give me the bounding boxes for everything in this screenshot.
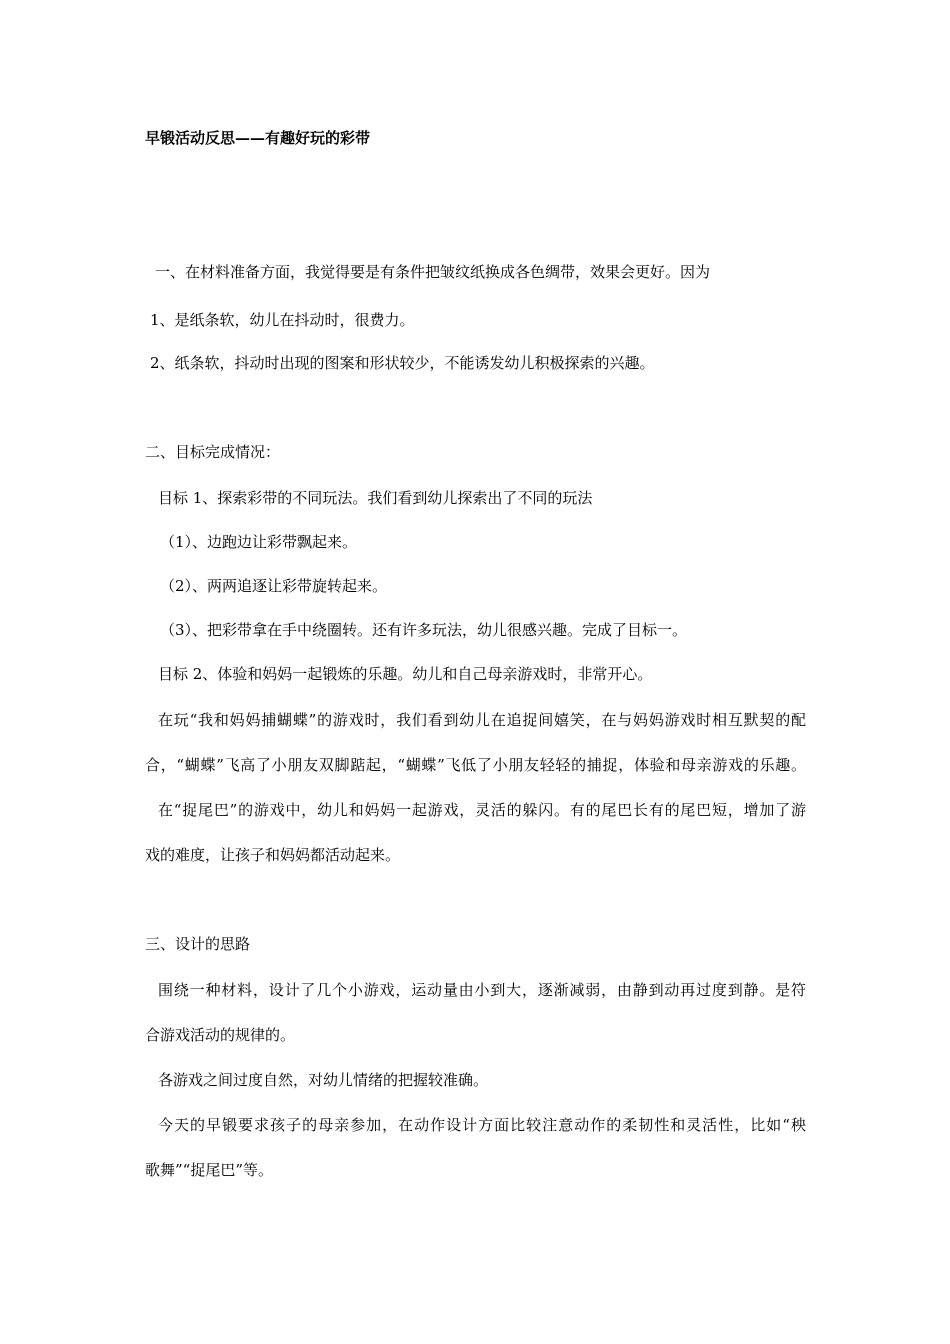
paragraph-line: 2、纸条软，抖动时出现的图案和形状较少，不能诱发幼儿积极探索的兴趣。 (150, 354, 655, 372)
paragraph-line: 今天的早锻要求孩子的母亲参加，在动作设计方面比较注意动作的柔韧性和灵活性，比如“秧 (158, 1116, 806, 1134)
paragraph-line: 合，“蝴蝶”飞高了小朋友双脚踮起，“蝴蝶”飞低了小朋友轻轻的捕捉，体验和母亲游戏的乐趣。 (145, 756, 806, 774)
paragraph-line: （2）、两两追逐让彩带旋转起来。 (160, 577, 388, 595)
section-heading: 三、设计的思路 (145, 935, 251, 953)
document-title: 早锻活动反思——有趣好玩的彩带 (145, 129, 371, 147)
paragraph-line: 在“捉尾巴”的游戏中，幼儿和妈妈一起游戏，灵活的躲闪。有的尾巴长有的尾巴短，增加了游 (158, 801, 806, 819)
paragraph-line: 戏的难度，让孩子和妈妈都活动起来。 (145, 846, 401, 864)
paragraph-line: 歌舞”“捉尾巴”等。 (145, 1161, 274, 1179)
paragraph-line: （1）、边跑边让彩带飘起来。 (160, 533, 358, 551)
paragraph-line: 1、是纸条软，幼儿在抖动时，很费力。 (150, 311, 415, 329)
paragraph-line: 各游戏之间过度自然，对幼儿情绪的把握较准确。 (158, 1071, 489, 1089)
paragraph-line: 合游戏活动的规律的。 (145, 1026, 296, 1044)
paragraph-line: 一、在材料准备方面，我觉得要是有条件把皱纹纸换成各色绸带，效果会更好。因为 (155, 263, 711, 281)
paragraph-line: 围绕一种材料，设计了几个小游戏，运动量由小到大，逐渐减弱，由静到动再过度到静。是符 (158, 981, 806, 999)
paragraph-line: 在玩“我和妈妈捕蝴蝶”的游戏时，我们看到幼儿在追捉间嬉笑，在与妈妈游戏时相互默契的配 (158, 711, 806, 729)
paragraph-line: （3）、把彩带拿在手中绕圈转。还有许多玩法，幼儿很感兴趣。完成了目标一。 (160, 621, 688, 639)
paragraph-line: 目标 1、探索彩带的不同玩法。我们看到幼儿探索出了不同的玩法 (158, 489, 593, 507)
section-heading: 二、目标完成情况： (145, 443, 281, 461)
paragraph-line: 目标 2、体验和妈妈一起锻炼的乐趣。幼儿和自己母亲游戏时，非常开心。 (158, 665, 653, 683)
